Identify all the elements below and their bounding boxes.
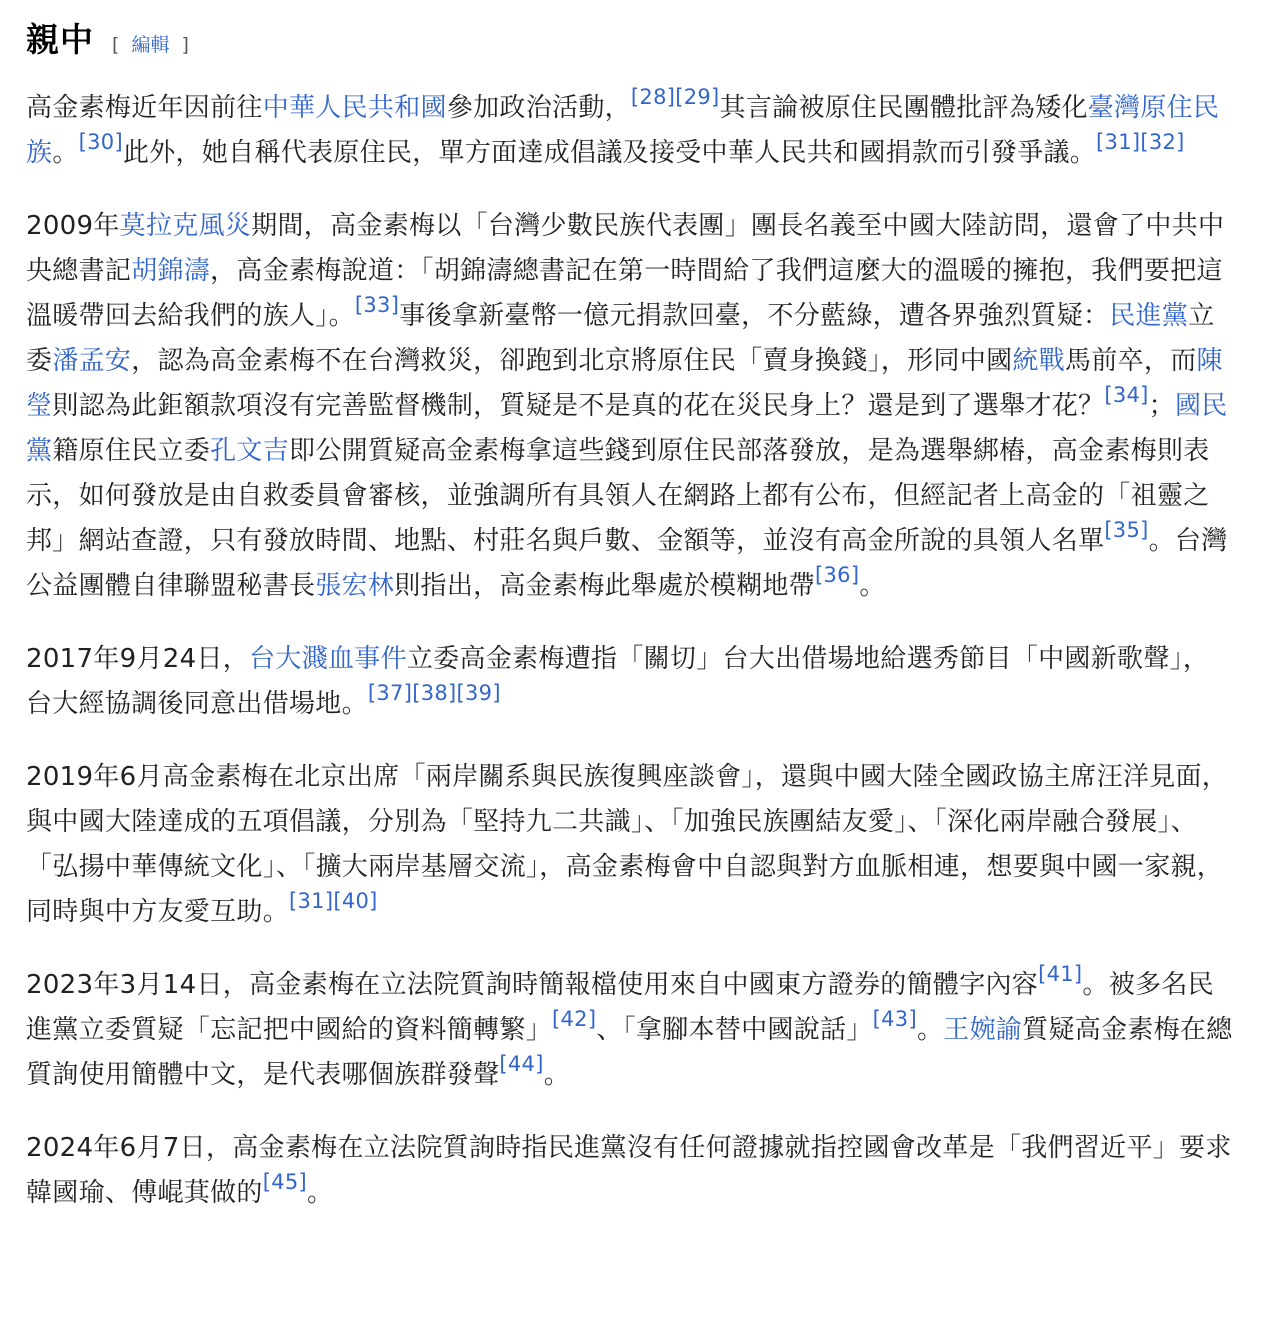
wiki-link[interactable]: 民進黨 <box>1109 301 1189 331</box>
wiki-link[interactable]: 莫拉克風災 <box>119 211 252 241</box>
wiki-link[interactable]: 台大濺血事件 <box>249 644 407 674</box>
citation-link[interactable]: [32] <box>1140 130 1185 154</box>
edit-bracket-open: [ <box>112 34 120 56</box>
reference-marker <box>457 681 501 705</box>
wiki-link[interactable]: 王婉諭 <box>943 1015 1023 1045</box>
paragraph-text: 籍原住民立委 <box>52 436 211 466</box>
paragraph <box>26 204 1235 609</box>
wiki-link[interactable]: 中華人民共和國 <box>262 93 447 123</box>
citation-link[interactable]: [45] <box>262 1170 308 1194</box>
paragraph-text: 其言論被原住民團體批評為矮化 <box>719 93 1088 123</box>
citation-link[interactable]: [31] <box>1096 130 1141 154</box>
wiki-link[interactable]: 臺灣原住民族 <box>26 93 1220 168</box>
wiki-link[interactable]: 張宏林 <box>315 571 395 601</box>
citation-link[interactable]: [40] <box>333 889 378 913</box>
reference-marker <box>1140 130 1184 154</box>
paragraph-text: 即公開質疑高金素梅拿這些錢到原住民部落發放，是為選舉綁樁，高金素梅則表示，如何發放是由自救委員會審核，並強調所有具領人在網路上都有公布，但經記者上高金的「祖靈之邦」網站查證，只有發放時間、地點、村莊名與戶數、金額等，並沒有高金所說的具領人名單 <box>26 436 1210 556</box>
paragraph-text: 2024年6月7日，高金素梅在立法院質詢時指民進黨沒有任何證據就指控國會改革是「我們習近平」要求韓國瑜、傅崐萁做的 <box>26 1133 1232 1208</box>
reference-marker <box>552 1007 596 1031</box>
reference-marker <box>499 1052 543 1076</box>
wiki-link[interactable]: 胡錦濤 <box>131 256 211 286</box>
edit-section-link[interactable]: 編輯 <box>131 34 170 56</box>
paragraph-text: 立委 <box>26 301 1215 376</box>
paragraph-text: 2023年3月14日，高金素梅在立法院質詢時簡報檔使用來自中國東方證券的簡體字內容 <box>26 970 1039 1000</box>
citation-link[interactable]: [44] <box>499 1052 544 1076</box>
paragraph-text: 。 <box>543 1060 571 1090</box>
paragraph-text: 2009年 <box>26 211 120 241</box>
wiki-link[interactable]: 孔文吉 <box>210 436 290 466</box>
reference-marker <box>412 681 456 705</box>
reference-marker <box>815 563 859 587</box>
citation-link[interactable]: [30] <box>78 130 123 154</box>
edit-bracket-close: ] <box>181 34 189 56</box>
reference-marker <box>368 681 412 705</box>
paragraph-text: 馬前卒，而 <box>1065 346 1197 376</box>
section-title: 親中 <box>26 20 94 59</box>
paragraph-text: 2017年9月24日， <box>26 644 250 674</box>
wiki-link[interactable]: 潘孟安 <box>52 346 132 376</box>
citation-link[interactable]: [37] <box>367 681 413 705</box>
reference-marker <box>675 85 719 109</box>
reference-marker <box>79 130 123 154</box>
wiki-link[interactable]: 統戰 <box>1012 346 1066 376</box>
reference-marker <box>1104 383 1148 407</box>
citation-link[interactable]: [41] <box>1038 962 1083 986</box>
citation-link[interactable]: [38] <box>412 681 457 705</box>
paragraph-text: 。 <box>916 1015 944 1045</box>
paragraph-text: 則指出，高金素梅此舉處於模糊地帶 <box>394 571 816 601</box>
paragraph-text: 。 <box>859 571 886 601</box>
citation-link[interactable]: [36] <box>815 563 860 587</box>
paragraph-text: 立委高金素梅遭指「關切」台大出借場地給選秀節目「中國新歌聲」，台大經協調後同意出借場地。 <box>26 644 1210 719</box>
paragraph-text: 。台灣公益團體自律聯盟秘書長 <box>26 526 1228 601</box>
paragraph-text: 質疑高金素梅在總質詢使用簡體中文，是代表哪個族群發聲 <box>26 1015 1233 1090</box>
paragraph <box>26 86 1235 176</box>
paragraph-text: ，高金素梅說道：「胡錦濤總書記在第一時間給了我們這麼大的溫暖的擁抱，我們要把這溫暖帶回去給我們的族人」。 <box>26 256 1223 331</box>
reference-marker <box>355 293 399 317</box>
citation-link[interactable]: [34] <box>1104 383 1149 407</box>
paragraph-text: 2019年6月高金素梅在北京出席「兩岸關系與民族復興座談會」，還與中國大陸全國政協主席汪洋見面，與中國大陸達成的五項倡議，分別為「堅持九二共識」、「加強民族團結友愛」、「深化兩岸融合發展」、「弘揚中華傳統文化」、「擴大兩岸基層交流」，高金素梅會中自認與對方血脈相連，想要與中國一家親，同時與中方友愛互助。 <box>26 762 1229 927</box>
section-heading-row <box>26 14 1235 64</box>
paragraph <box>26 1126 1235 1216</box>
reference-marker <box>1096 130 1140 154</box>
edit-section <box>112 30 189 57</box>
paragraph <box>26 637 1235 727</box>
citation-link[interactable]: [42] <box>552 1007 597 1031</box>
reference-marker <box>631 85 675 109</box>
paragraph-text: 參加政治活動， <box>446 93 631 123</box>
reference-marker <box>1038 962 1082 986</box>
paragraph-text: 高金素梅近年因前往 <box>26 93 263 123</box>
citation-link[interactable]: [29] <box>675 85 720 109</box>
reference-marker <box>1104 518 1148 542</box>
reference-marker <box>289 889 333 913</box>
wiki-link[interactable]: 國民黨 <box>26 391 1228 466</box>
paragraph-text: 。 <box>52 138 79 168</box>
citation-link[interactable]: [28] <box>630 85 676 109</box>
paragraph <box>26 755 1235 935</box>
paragraph-text: ，認為高金素梅不在台灣救災，卻跑到北京將原住民「賣身換錢」，形同中國 <box>131 346 1013 376</box>
paragraph-text: ； <box>1148 391 1175 421</box>
wiki-link[interactable]: 陳瑩 <box>26 346 1223 421</box>
citation-link[interactable]: [43] <box>872 1007 917 1031</box>
paragraph-text: 。被多名民進黨立委質疑「忘記把中國給的資料簡轉繁」 <box>26 970 1214 1045</box>
reference-marker <box>873 1007 917 1031</box>
citation-link[interactable]: [39] <box>456 681 501 705</box>
paragraph <box>26 963 1235 1098</box>
paragraph-text: 。 <box>307 1178 334 1208</box>
paragraph-text: 期間，高金素梅以「台灣少數民族代表團」團長名義至中國大陸訪問，還會了中共中央總書記 <box>26 211 1225 286</box>
paragraph-text: 此外，她自稱代表原住民，單方面達成倡議及接受中華人民共和國捐款而引發爭議。 <box>122 138 1097 168</box>
section-body <box>26 86 1235 1216</box>
citation-link[interactable]: [31] <box>289 889 334 913</box>
paragraph-text: 事後拿新臺幣一億元捐款回臺，不分藍綠，遭各界強烈質疑： <box>399 301 1110 331</box>
paragraph-text: 、「拿腳本替中國說話」 <box>596 1015 873 1045</box>
paragraph-text: 則認為此鉅額款項沒有完善監督機制，質疑是不是真的花在災民身上？還是到了選舉才花？ <box>52 391 1105 421</box>
reference-marker <box>333 889 377 913</box>
citation-link[interactable]: [33] <box>354 293 400 317</box>
reference-marker <box>263 1170 307 1194</box>
citation-link[interactable]: [35] <box>1104 518 1149 542</box>
